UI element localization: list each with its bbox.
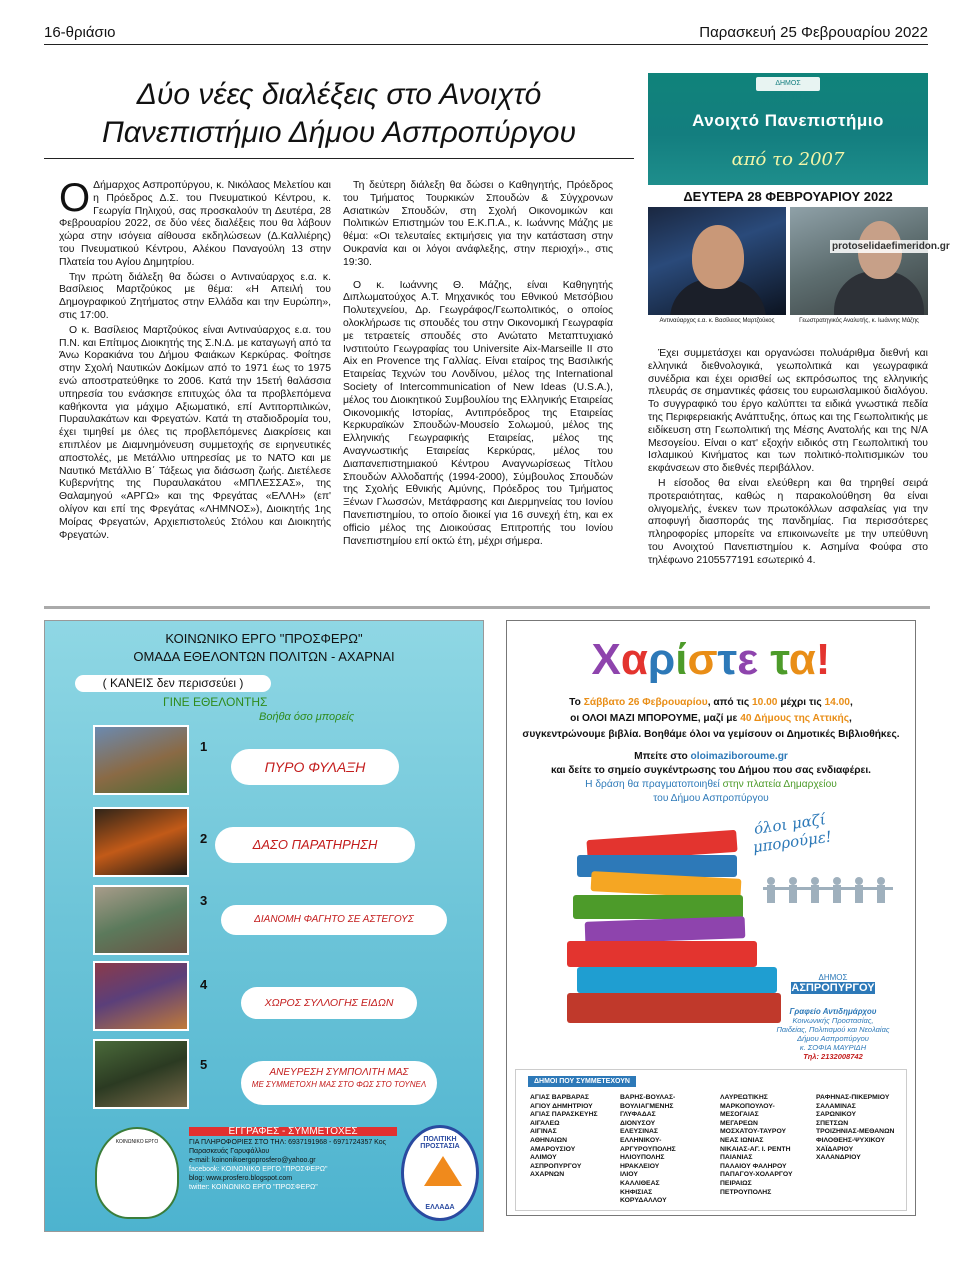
- municipality-name: ΜΕΓΑΡΕΩΝ: [720, 1119, 758, 1127]
- municipality-name: ΚΗΦΙΣΙΑΣ: [620, 1188, 653, 1196]
- header-rule: [44, 44, 928, 45]
- article-headline: [44, 76, 634, 152]
- municipality-name: ΣΠΕΤΣΩΝ: [816, 1119, 849, 1127]
- banner-title: Ανοιχτό Πανεπιστήμιο: [692, 111, 884, 130]
- ad-line: συγκεντρώνουμε βιβλία. Βοηθάμε όλοι να γεμίσουν οι Δημοτικές Βιβλιοθήκες.: [522, 729, 900, 740]
- title-letter: τ: [770, 635, 789, 684]
- contact-twitter: twitter: ΚΟΙΝΩΝΙΚΟ ΕΡΓΟ "ΠΡΟΣΦΕΡΩ": [189, 1184, 318, 1191]
- item-number: 3: [200, 893, 208, 908]
- activity-label: ΔΙΑΝΟΜΗ ΦΑΓΗΤΟ ΣΕ ΑΣΤΕΓΟΥΣ: [221, 905, 447, 935]
- article-paragraph: Τη δεύτερη διάλεξη θα δώσει ο Καθηγητής, Πρόεδρος του Τμήματος Τουρκικών Σπουδών & Σύγχρονων Ασιατικών Σπουδών, στη Σχολή Οικονομικών και Πολιτικών Επιστημών του Ε.Κ.Π.Α., κ. Ιωάννης Μάζης με θέμα: «Οι τελευταίες εκτιμήσεις για την κατάσταση στην Ουκρανία και οι λόγοι ανάφλεξης, στην περιοχή»., στις 19:30.: [343, 180, 613, 268]
- municipalities-header: ΔΗΜΟΙ ΠΟΥ ΣΥΜΜΕΤΕΧΟΥΝ: [528, 1076, 636, 1087]
- item-number: 1: [200, 739, 208, 754]
- municipality-name: ΑΙΓΙΝΑΣ: [530, 1128, 557, 1136]
- ad-line: Το Σάββατο 26 Φεβρουαρίου, από τις 10.00 μέχρι τις 14.00,: [569, 697, 853, 708]
- slogan-volunteer: ΓΙΝΕ ΕΘΕΛΟΝΤΗΣ: [163, 695, 268, 709]
- speaker-photo-1: [648, 207, 786, 315]
- municipality-logo: ΔΗΜΟΣ ΑΣΠΡΟΠΥΡΓΟΥ: [791, 973, 875, 994]
- article-paragraph: Έχει συμμετάσχει και οργανώσει πολυάριθμα διεθνή και ελληνικά διεθνολογικά, γεωπολιτικά και γεωγραφικά συνέδρια και έχει ορισθεί ως εκπρόσωπος της ελληνικής πλευράς σε σημαντικές φάσεις του ευρωισλαμικού διαλόγου. Το συγγραφικό του έργο καλύπτει τα ειδικά γνωστικά πεδία της Περιφερειακής Ανάπτυξης, όπως και της Γεωπολιτικής με ειδίκευση στη Γεωπολιτική της Μέσης Ανατολής και της Ν/Α Μεσογείου. Είναι ο κατ' εξοχήν ειδικός στη Γεωπολιτική του Ισλαμικού Κινήματος και των πολιτικό-πολιτισμικών του εκφάνσεων στο διεθνές περιβάλλον.: [648, 348, 928, 475]
- item-number: 2: [200, 831, 208, 846]
- article-paragraph: Την πρώτη διάλεξη θα δώσει ο Αντιναύαρχος ε.α. κ. Βασίλειος Μαρτζούκος με θέμα: «Η Απειλή του Δημογραφικού Ζητήματος στην Ελλάδα και την Ευρώπη», στις 17:00.: [59, 271, 331, 321]
- municipality-name: ΣΑΡΩΝΙΚΟΥ: [816, 1111, 856, 1119]
- municipalities-column: [620, 1094, 676, 1206]
- municipality-name: ΑΓΙΟΥ ΔΗΜΗΤΡΙΟΥ: [530, 1102, 593, 1110]
- municipality-name: ΑΙΓΑΛΕΩ: [530, 1119, 560, 1127]
- contact-phone: ΓΙΑ ΠΛΗΡΟΦΟΡΙΕΣ ΣΤΟ ΤΗΛ: 6937191968 - 6971724357 Κος Παρασκευάς Γαρυφάλλου: [189, 1139, 387, 1155]
- title-letter: α: [788, 635, 816, 684]
- municipality-name: ΡΑΦΗΝΑΣ-ΠΙΚΕΡΜΙΟΥ: [816, 1094, 890, 1101]
- municipality-name: ΑΓΙΑΣ ΠΑΡΑΣΚΕΥΗΣ: [530, 1111, 598, 1119]
- municipality-name: ΠΕΙΡΑΙΩΣ: [720, 1179, 752, 1187]
- municipality-name: ΙΛΙΟΥ: [620, 1171, 638, 1179]
- section-divider: [44, 606, 930, 609]
- ad-title: ΚΟΙΝΩΝΙΚΟ ΕΡΓΟ "ΠΡΟΣΦΕΡΩ": [165, 631, 363, 646]
- municipality-logo: ΔΗΜΟΣ ΑΣΠΡΟΠΥΡΓΟΥ: [756, 77, 820, 91]
- activity-photo: [93, 725, 189, 795]
- activity-label: ΧΩΡΟΣ ΣΥΛΛΟΓΗΣ ΕΙΔΩΝ: [241, 987, 417, 1019]
- title-letter: ί: [675, 635, 688, 684]
- title-letter: σ: [687, 635, 718, 684]
- ad-line: Μπείτε στο oloimaziboroume.gr: [634, 751, 788, 762]
- municipality-name: ΠΑΠΑΓΟΥ-ΧΟΛΑΡΓΟΥ: [720, 1171, 793, 1179]
- page-number: 16-θριάσιο: [44, 24, 116, 41]
- article-column-1: [59, 176, 331, 544]
- item-number: 4: [200, 977, 208, 992]
- municipality-name: ΑΧΑΡΝΩΝ: [530, 1171, 565, 1179]
- municipality-name: ΑΜΑΡΟΥΣΙΟΥ: [530, 1145, 576, 1153]
- activity-photo: [93, 961, 189, 1031]
- municipalities-column: [720, 1094, 793, 1197]
- activity-label: ΑΝΕΥΡΕΣΗ ΣΥΜΠΟΛΙΤΗ ΜΑΣ ΜΕ ΣΥΜΜΕΤΟΧΗ ΜΑΣ ΣΤΟ ΦΩΣ ΣΤΟ ΤΟΥΝΕΛ: [241, 1061, 437, 1105]
- activity-photo: [93, 807, 189, 877]
- municipality-name: ΕΛΕΥΣΙΝΑΣ: [620, 1128, 658, 1136]
- municipality-name: ΧΑΛΑΝΔΡΙΟΥ: [816, 1154, 861, 1162]
- municipality-name: ΒΟΥΛΙΑΓΜΕΝΗΣ: [620, 1102, 674, 1110]
- title-letter: ρ: [647, 635, 676, 684]
- ad-script-slogan: όλοι μαζί μπορούμε!: [751, 810, 833, 857]
- ad-title-text: [592, 635, 831, 684]
- participating-municipalities: [515, 1069, 907, 1211]
- office-info: Γραφείο Αντιδημάρχου Κοινωνικής Προστασίας, Παιδείας, Πολιτισμού και Νεολαίας Δήμου Ασπροπύργου κ. ΣΟΦΙΑ ΜΑΥΡΙΔΗ Τηλ: 2132008742: [776, 1007, 890, 1061]
- photo-caption-2: Γεωστρατηγικός Αναλυτής, κ. Ιωάννης Μάζης: [799, 318, 919, 324]
- municipality-name: ΤΡΟΙΖΗΝΙΑΣ-ΜΕΘΑΝΩΝ: [816, 1128, 895, 1136]
- municipality-name: ΗΡΑΚΛΕΙΟΥ: [620, 1162, 660, 1170]
- municipality-name: ΝΙΚΑΙΑΣ-ΑΓ. Ι. ΡΕΝΤΗ: [720, 1145, 791, 1153]
- ad-line: του Δήμου Ασπροπύργου: [653, 793, 769, 804]
- registration-banner: ΕΓΓΡΑΦΕΣ - ΣΥΜΜΕΤΟΧΕΣ: [189, 1127, 397, 1136]
- headline-line-1: Δύο νέες διαλέξεις στο Ανοιχτό: [136, 78, 542, 111]
- title-letter: τ: [717, 635, 738, 684]
- title-letter: α: [620, 635, 648, 684]
- municipality-name: ΠΑΛΑΙΟΥ ΦΑΛΗΡΟΥ: [720, 1162, 787, 1170]
- municipality-name: ΜΕΣΟΓΑΙΑΣ: [720, 1111, 759, 1119]
- contact-facebook: facebook: ΚΟΙΝΩΝΙΚΟ ΕΡΓΟ "ΠΡΟΣΦΕΡΩ": [189, 1166, 328, 1173]
- ad-line: Η δράση θα πραγματοποιηθεί στην πλατεία Δημαρχείου: [585, 779, 837, 790]
- people-chain-icon: [763, 875, 893, 905]
- article-paragraph: Ο κ. Βασίλειος Μαρτζούκος είναι Αντιναύαρχος ε.α. του Π.Ν. και Επίτιμος Διοικητής της Σ.Ν.Δ. με καταγωγή από τα Άνω Κορακιάνα του Δήμου Φαιάκων Κερκύρας. Φοίτησε στην Σχολή Ναυτικών Δοκίμων από το 1971 έως το 1975 ενώ αποστρατεύθηκε το 2006. Κατά την 15ετή θαλάσσια υπηρεσία του ενάσκησε επιτυχώς όλα τα προβλεπόμενα καθήκοντα για μάχιμο Αξιωματικό, επί Αντιτορπιλικών, Πυραυλακάτων και Φρεγατών. Κατά τη σταδιοδρομία του, έχει τιμηθεί με όλες τις προβλεπόμενες Διακρίσεις και επιπλέον με Διαμνημόνευση συμμετοχής σε ειρηνευτικές αποστολές, με Μετάλλιο υπηρεσίας με το ΝΑΤΟ και με Ναυτικό Μετάλλιο Β΄ Τάξεως για διάσωση ζωής. Διετέλεσε Κυβερνήτης της Πυραυλακάτου «ΜΠΛΕΣΣΑΣ», της Θαλαμηγού «ΑΡΓΩ» και της Φρεγάτας «ΕΛΛΗ» (επ' ολίγον και επί της Φρεγάτας «ΛΗΜΝΟΣ»), Διοικητής 1ης Μοίρας Φρεγατών, Αρχιεπιστολεύς Στόλου και Διοικητής Φρεγατών.: [59, 324, 331, 541]
- municipality-name: ΗΛΙΟΥΠΟΛΗΣ: [620, 1154, 665, 1162]
- banner-subtitle: από το 2007: [731, 149, 845, 170]
- municipality-name: ΜΑΡΚΟΠΟΥΛΟΥ-: [720, 1102, 775, 1110]
- activity-photo: [93, 885, 189, 955]
- municipality-name: ΑΘΗΝΑΙΩΝ: [530, 1136, 567, 1144]
- municipality-name: ΔΙΟΝΥΣΟΥ: [620, 1119, 656, 1127]
- municipality-name: ΒΑΡΗΣ-ΒΟΥΛΑΣ-: [620, 1094, 676, 1101]
- municipalities-column: [816, 1094, 894, 1163]
- municipality-name: ΦΙΛΟΘΕΗΣ-ΨΥΧΙΚΟΥ: [816, 1136, 885, 1144]
- municipality-name: ΑΡΓΥΡΟΥΠΟΛΗΣ: [620, 1145, 676, 1153]
- municipality-name: ΜΟΣΧΑΤΟΥ-ΤΑΥΡΟΥ: [720, 1128, 787, 1136]
- watermark: protoselidaefimeridon.gr: [832, 241, 950, 252]
- title-letter: ε: [737, 635, 759, 684]
- title-letter: !: [815, 635, 831, 684]
- slogan-pill: ( ΚΑΝΕΙΣ δεν περισσεύει ): [75, 675, 271, 692]
- title-letter: [758, 635, 770, 684]
- municipality-name: ΓΛΥΦΑΔΑΣ: [620, 1111, 656, 1119]
- municipality-name: ΠΑΙΑΝΙΑΣ: [720, 1154, 753, 1162]
- books-illustration: [567, 835, 787, 1027]
- municipality-name: ΚΑΛΛΙΘΕΑΣ: [620, 1179, 660, 1187]
- ad-line: οι ΟΛΟΙ ΜΑΖΙ ΜΠΟΡΟΥΜΕ, μαζί με 40 Δήμους της Αττικής,: [570, 713, 852, 724]
- activity-label: ΠΥΡΟ ΦΥΛΑΞΗ: [231, 749, 399, 785]
- municipality-name: ΠΕΤΡΟΥΠΟΛΗΣ: [720, 1188, 772, 1196]
- municipality-name: ΧΑΪΔΑΡΙΟΥ: [816, 1145, 854, 1153]
- speaker-photo-2: [790, 207, 928, 315]
- activity-label: ΔΑΣΟ ΠΑΡΑΤΗΡΗΣΗ: [215, 827, 415, 863]
- municipality-name: ΑΓΙΑΣ ΒΑΡΒΑΡΑΣ: [530, 1094, 589, 1101]
- slogan-help: Βοήθα όσο μπορείς: [259, 711, 355, 723]
- municipality-name: ΑΛΙΜΟΥ: [530, 1154, 557, 1162]
- headline-line-2: Πανεπιστήμιο Δήμου Ασπροπύργου: [102, 116, 576, 149]
- municipality-name: ΕΛΛΗΝΙΚΟΥ-: [620, 1136, 662, 1144]
- volunteer-ad: [44, 620, 484, 1232]
- municipality-name: ΛΑΥΡΕΩΤΙΚΗΣ: [720, 1094, 768, 1101]
- article-column-2: [343, 180, 613, 550]
- contact-blog: blog: www.prosfero.blogspot.com: [189, 1175, 293, 1182]
- lecture-date: ΔΕΥΤΕΡΑ 28 ΦΕΒΡΟΥΑΡΙΟΥ 2022: [683, 189, 893, 204]
- organization-badge: ΚΟΙΝΩΝΙΚΟ ΕΡΓΟ: [95, 1127, 179, 1219]
- article-column-3: [648, 348, 928, 570]
- issue-date: Παρασκευή 25 Φεβρουαρίου 2022: [699, 24, 928, 41]
- photo-caption-1: Αντιναύαρχος ε.α. κ. Βασίλειος Μαρτζούκος: [659, 318, 775, 324]
- municipality-name: ΣΑΛΑΜΙΝΑΣ: [816, 1102, 856, 1110]
- contact-email: e-mail: koinonikoergoprosfero@yahoo.gr: [189, 1157, 316, 1164]
- open-university-banner: [648, 73, 928, 185]
- municipalities-column: [530, 1094, 598, 1180]
- triangle-icon: [424, 1156, 462, 1186]
- dropcap: Ο: [59, 176, 91, 220]
- title-letter: Χ: [591, 635, 621, 684]
- ad-title: [507, 635, 915, 685]
- municipality-name: ΑΣΠΡΟΠΥΡΓΟΥ: [530, 1162, 582, 1170]
- book-donation-ad: [506, 620, 916, 1216]
- contact-info: [189, 1127, 397, 1192]
- ad-subtitle: ΟΜΑΔΑ ΕΘΕΛΟΝΤΩΝ ΠΟΛΙΤΩΝ - ΑΧΑΡΝΑΙ: [133, 649, 395, 664]
- ad-footer: [93, 1125, 473, 1225]
- municipality-name: ΚΟΡΥΔΑΛΛΟΥ: [620, 1197, 667, 1205]
- activity-photo: [93, 1039, 189, 1109]
- article-paragraph: Η είσοδος θα είναι ελεύθερη και θα τηρηθεί σειρά προτεραιότητας, καθώς η παρακολούθηση θα είναι ολιγομελής, ένεκεν των πρωτοκόλλων ασφαλείας για την αποφυγή διασποράς της πανδημίας. Για περισσότερες πληροφορίες μπορείτε να επικοινωνείτε με την υπεύθυνη του Ανοιχτού Πανεπιστημίου κ. Ασημίνα Φούφα στο τηλέφωνο 2105577191 εσωτερικό 4.: [648, 477, 928, 566]
- civil-protection-logo: ΠΟΛΙΤΙΚΗ ΠΡΟΣΤΑΣΙΑ ΕΛΛΑΔΑ: [401, 1125, 479, 1221]
- ad-line: και δείτε το σημείο συγκέντρωσης του Δήμου που σας ενδιαφέρει.: [550, 765, 871, 776]
- article-paragraph: Ο κ. Ιωάννης Θ. Μάζης, είναι Καθηγητής Διπλωματούχος Α.Τ. Μηχανικός του Εθνικού Μετσόβιου Πολυτεχνείου, Δρ. Γεωγράφος/Γεωπολιτικός, ο οποίος ολοκλήρωσε τις σπουδές του στην Οικονομική Γεωγραφία με τετραετείς σπουδές στο Ανώτατο Μεταπτυχιακό Ινστιτούτο Γεωγραφίας του Universite Aix-Marseille II στο Aix en Provence της Γαλλίας. Είναι εταίρος της Βασιλικής Εταιρείας Τεχνών του Λονδίνου, μέλος της International Society of Intercommunication of New Ideas (U.S.A.), μέλος του Διοικητικού Συμβουλίου της Ελληνικής Εταιρείας Οικονομικής Ιστορίας, Αντιπρόεδρος της Εταιρείας Κερκυραϊκών Σπουδών-Μουσείο Σολωμού, μέλος της Ελληνικής Γεωγραφικής Εταιρείας, μέλος της Αναγνωστικής Εταιρείας Κερκύρας, μέλος του Διαπανεπιστημιακού Κέντρου Αναγνωρίσεως Τίτλου Σπουδών Αλλοδαπής (1994-2000), Σύμβουλος Σπουδών της Σχολής Εθνικής Αμύνης, Πρόεδρος του Τμήματος Ξένων Γλωσσών, Μετάφρασης και Διερμηνείας του Ιονίου Πανεπιστημίου, το οποίο διοικεί για 16 συνεχή έτη, και ex officio μέλος της Διοικούσας Επιτροπής του Ιονίου Πανεπιστημίου επί οκτώ έτη, μέχρι σήμερα.: [343, 279, 613, 547]
- municipality-name: ΝΕΑΣ ΙΩΝΙΑΣ: [720, 1136, 764, 1144]
- article-paragraph: Ο Δήμαρχος Ασπροπύργου, κ. Νικόλαος Μελετίου και η Πρόεδρος Δ.Σ. του Πνευματικού Κέντρου, κ. Γεωργία Πηλιχού, σας προσκαλούν τη Δευτέρα, 28 Φεβρουαρίου 2022, σε δύο νέες διαλέξεις που θα λάβουν χώρα στην ισόγεια αίθουσα εκδηλώσεων (Δ.Καλλιέρης) του Πνευματικού Κέντρου, Αλέκου Παναγούλη 13 στην Πλατεία του Αγίου Δημητρίου.: [59, 176, 331, 268]
- headline-rule: [44, 158, 634, 159]
- item-number: 5: [200, 1057, 208, 1072]
